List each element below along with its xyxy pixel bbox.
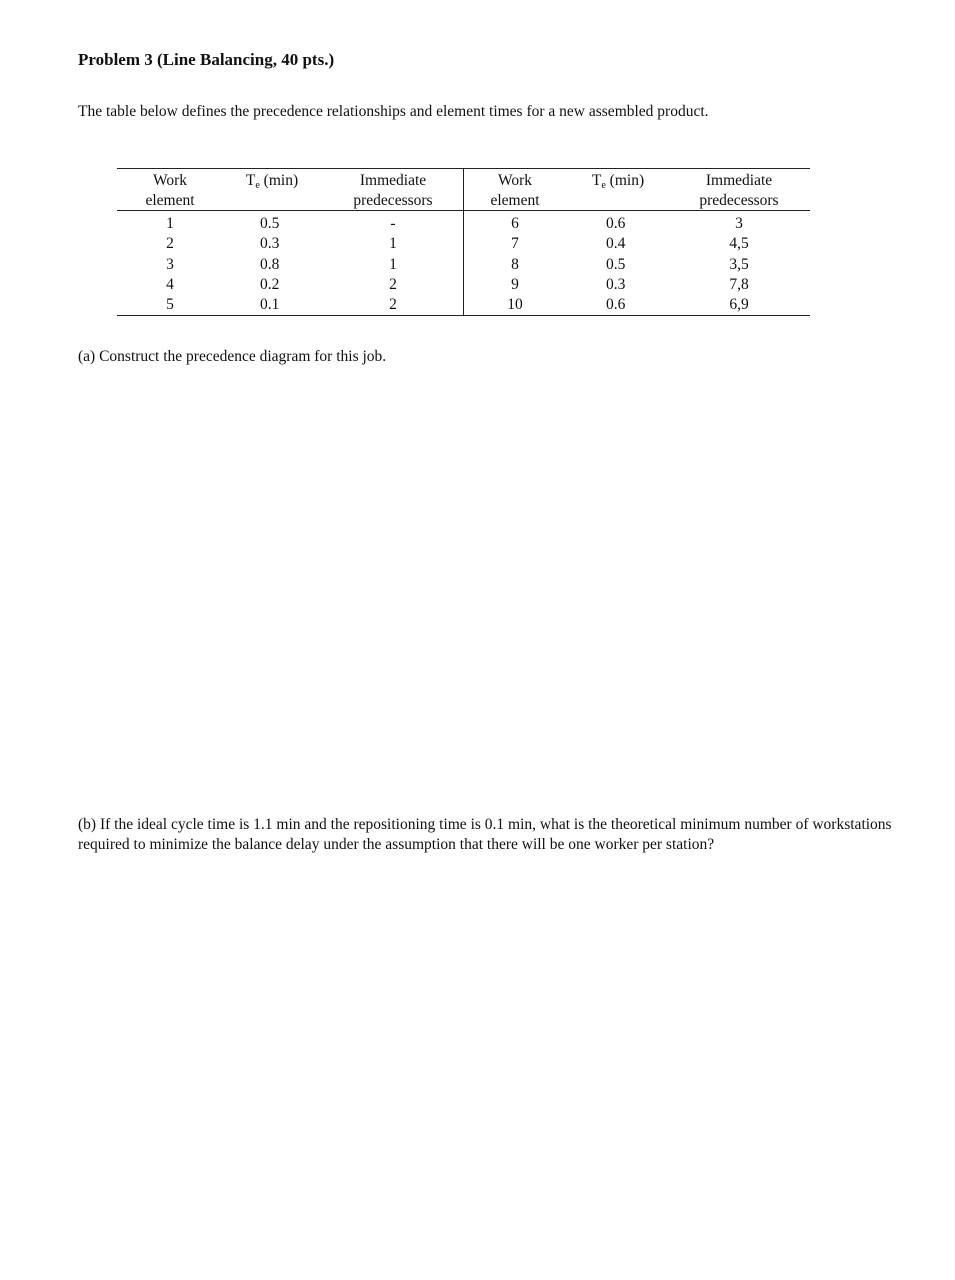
table-center-divider bbox=[463, 169, 464, 315]
header-work-line1: Work bbox=[152, 172, 188, 189]
table-cell: 3 bbox=[735, 215, 743, 232]
header-te-left bbox=[232, 171, 312, 196]
intro-text: The table below defines the precedence relationships and element times for a new assembled product. bbox=[78, 103, 709, 120]
header-te-symbol: T bbox=[245, 172, 256, 189]
table-cell: 3 bbox=[166, 255, 174, 273]
table-cell: 0.5 bbox=[260, 215, 280, 232]
column-predecessors-left bbox=[373, 214, 413, 315]
table-cell: 2 bbox=[389, 275, 397, 293]
column-elements-right bbox=[475, 214, 555, 315]
table-cell: 4 bbox=[166, 275, 174, 293]
header-rule-left bbox=[117, 210, 463, 211]
header-work-line1: Work bbox=[497, 172, 533, 189]
table-cell: 0.5 bbox=[606, 255, 626, 273]
header-work-element-right bbox=[475, 171, 555, 211]
table-cell: 7,8 bbox=[729, 275, 749, 293]
header-pred-line1: Immediate bbox=[359, 172, 427, 189]
header-predecessors-left bbox=[343, 171, 443, 211]
header-te-unit: (min) bbox=[259, 172, 299, 189]
header-pred-line2: predecessors bbox=[699, 192, 779, 209]
table-cell: 0.1 bbox=[260, 296, 280, 314]
precedence-table bbox=[117, 168, 810, 316]
header-work-element-left bbox=[130, 171, 210, 211]
table-cell: 0.3 bbox=[260, 235, 280, 253]
table-cell: 3,5 bbox=[729, 255, 749, 273]
column-elements-left bbox=[130, 214, 210, 315]
table-cell: 7 bbox=[511, 235, 519, 253]
header-te-subscript: e bbox=[255, 180, 260, 191]
table-cell: 0.2 bbox=[260, 275, 280, 293]
table-cell: 5 bbox=[166, 296, 174, 314]
table-cell: 0.6 bbox=[606, 296, 626, 314]
header-work-line2: element bbox=[490, 192, 540, 209]
header-te-symbol: T bbox=[591, 172, 602, 189]
header-work-line2: element bbox=[145, 192, 195, 209]
header-pred-line2: predecessors bbox=[353, 192, 433, 209]
table-cell: 6,9 bbox=[729, 296, 749, 314]
table-cell: - bbox=[390, 215, 396, 232]
question-a: (a) Construct the precedence diagram for this job. bbox=[78, 348, 387, 365]
header-pred-line1: Immediate bbox=[705, 172, 773, 189]
table-cell: 0.8 bbox=[260, 255, 280, 273]
column-predecessors-right bbox=[719, 214, 759, 315]
table-cell: 0.4 bbox=[606, 235, 626, 253]
header-te-unit: (min) bbox=[605, 172, 645, 189]
header-te-subscript: e bbox=[601, 180, 606, 191]
table-cell: 1 bbox=[389, 255, 397, 273]
table-cell: 1 bbox=[389, 235, 397, 253]
header-rule-right bbox=[464, 210, 810, 211]
table-cell: 6 bbox=[511, 215, 519, 232]
problem-title: Problem 3 (Line Balancing, 40 pts.) bbox=[78, 50, 335, 69]
column-times-right bbox=[606, 214, 646, 315]
table-cell: 8 bbox=[511, 255, 519, 273]
question-b: (b) If the ideal cycle time is 1.1 min and the repositioning time is 0.1 min, what is the theoretical minimum number of workstations required to minimize the balance delay under the assumption that there will be one worker per station? bbox=[78, 816, 892, 853]
table-cell: 2 bbox=[166, 235, 174, 253]
header-te-right bbox=[578, 171, 658, 196]
table-cell: 0.3 bbox=[606, 275, 626, 293]
table-cell: 4,5 bbox=[729, 235, 749, 253]
table-cell: 2 bbox=[389, 296, 397, 314]
header-predecessors-right bbox=[689, 171, 789, 211]
table-cell: 0.6 bbox=[606, 215, 626, 232]
table-cell: 9 bbox=[511, 275, 519, 293]
table-cell: 1 bbox=[166, 215, 174, 232]
column-times-left bbox=[260, 214, 300, 315]
table-cell: 10 bbox=[507, 296, 523, 314]
